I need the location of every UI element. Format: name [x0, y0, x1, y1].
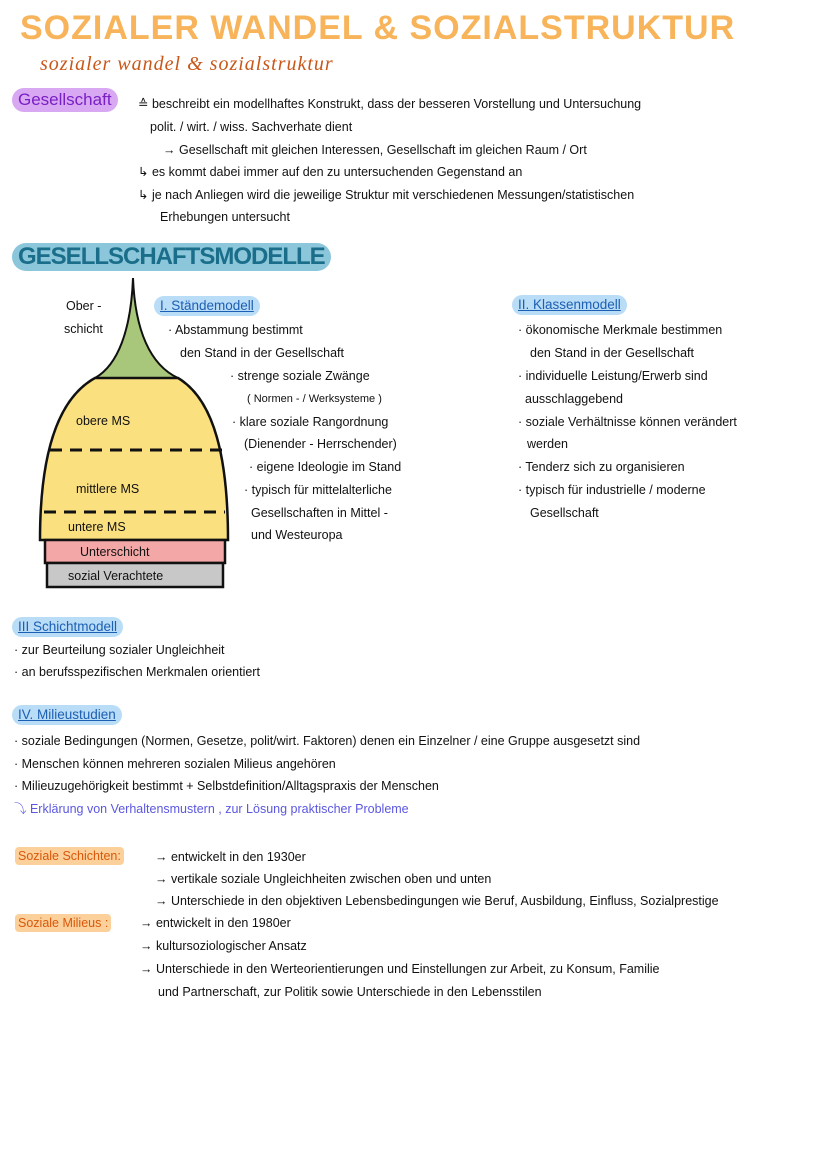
milieus-line: und Partnerschaft, zur Politik sowie Unterschiede in den Lebensstilen	[158, 985, 542, 999]
pyramid-label: untere MS	[68, 520, 126, 534]
definition-line: ↳ je nach Anliegen wird die jeweilige Struktur mit verschiedenen Messungen/statistischen	[138, 188, 635, 202]
pyramid-label: Unterschicht	[80, 545, 150, 559]
staende-line: · klare soziale Rangordnung	[232, 415, 389, 429]
schichten-line: → entwickelt in den 1930er	[155, 850, 306, 864]
pyramid-middle-layer	[40, 378, 228, 540]
staende-line: (Dienender - Herrschender)	[244, 437, 397, 451]
pyramid-label: obere MS	[76, 414, 131, 428]
pyramid-label: sozial Verachtete	[68, 569, 164, 583]
label-soziale-schichten: Soziale Schichten:	[15, 847, 124, 865]
definition-line: → Gesellschaft mit gleichen Interessen, Gesellschaft im gleichen Raum / Ort	[163, 143, 587, 157]
klassen-line: werden	[527, 437, 568, 451]
staende-line: den Stand in der Gesellschaft	[180, 346, 344, 360]
klassen-line: · soziale Verhältnisse können verändert	[518, 415, 737, 429]
schicht-line: · an berufsspezifischen Merkmalen orientiert	[14, 665, 260, 679]
heading-klassenmodell: II. Klassenmodell	[512, 295, 627, 315]
klassen-line: · individuelle Leistung/Erwerb sind	[518, 369, 708, 383]
schichten-line: → Unterschiede in den objektiven Lebensbedingungen wie Beruf, Ausbildung, Einfluss, Sozialprestige	[155, 894, 719, 908]
milieus-line: → entwickelt in den 1980er	[140, 916, 291, 930]
label-soziale-milieus: Soziale Milieus :	[15, 914, 111, 932]
milieu-conclusion: ⤵ Erklärung von Verhaltensmustern , zur Lösung praktischer Probleme	[14, 802, 409, 816]
klassen-line: · ökonomische Merkmale bestimmen	[518, 323, 723, 337]
section-title: GESELLSCHAFTSMODELLE	[12, 243, 331, 271]
heading-milieustudien: IV. Milieustudien	[12, 705, 122, 725]
heading-staendemodell: I. Ständemodell	[154, 296, 260, 316]
milieu-line: · Milieuzugehörigkeit bestimmt + Selbstdefinition/Alltagspraxis der Menschen	[14, 779, 439, 793]
staende-line: · eigene Ideologie im Stand	[249, 460, 402, 474]
schicht-line: · zur Beurteilung sozialer Ungleichheit	[14, 643, 225, 657]
milieus-line: → Unterschiede in den Werteorientierungen und Einstellungen zur Arbeit, zu Konsum, Familie	[140, 962, 660, 976]
klassen-line: den Stand in der Gesellschaft	[530, 346, 694, 360]
klassen-line: · Tenderz sich zu organisieren	[518, 460, 685, 474]
staende-line: Gesellschaften in Mittel -	[251, 506, 388, 520]
staende-line: · strenge soziale Zwänge	[230, 369, 370, 383]
definition-line: ↳ es kommt dabei immer auf den zu untersuchenden Gegenstand an	[138, 165, 523, 179]
staende-line: · typisch für mittelalterliche	[244, 483, 392, 497]
staende-line: und Westeuropa	[251, 528, 343, 542]
pyramid-top-layer	[95, 278, 178, 378]
staende-line: · Abstammung bestimmt	[168, 323, 303, 337]
title-block-letters: SOZIALER WANDEL & SOZIALSTRUKTUR	[20, 9, 736, 47]
definition-line: polit. / wirt. / wiss. Sachverhate dient	[150, 120, 353, 134]
pyramid-label: mittlere MS	[76, 482, 140, 496]
term-gesellschaft: Gesellschaft	[12, 88, 118, 112]
pyramid-label-ober: Ober -	[66, 299, 102, 313]
milieu-line: · Menschen können mehreren sozialen Milieus angehören	[14, 757, 336, 771]
schichten-line: → vertikale soziale Ungleichheiten zwischen oben und unten	[155, 872, 492, 886]
heading-schichtmodell: III Schichtmodell	[12, 617, 123, 637]
klassen-line: ausschlaggebend	[525, 392, 623, 406]
staende-line: ( Normen - / Werksysteme )	[247, 393, 382, 405]
definition-line: Erhebungen untersucht	[160, 210, 290, 224]
klassen-line: · typisch für industrielle / moderne	[518, 483, 706, 497]
klassen-line: Gesellschaft	[530, 506, 599, 520]
milieus-line: → kultursoziologischer Ansatz	[140, 939, 307, 953]
milieu-line: · soziale Bedingungen (Normen, Gesetze, polit/wirt. Faktoren) denen ein Einzelner / eine Gruppe ausgesetzt sind	[14, 734, 641, 748]
pyramid-label-schicht: schicht	[64, 322, 103, 336]
definition-line: ≙ beschreibt ein modellhaftes Konstrukt, dass der besseren Vorstellung und Untersuchung	[138, 97, 642, 111]
title-script: sozialer wandel & sozialstruktur	[40, 53, 334, 75]
